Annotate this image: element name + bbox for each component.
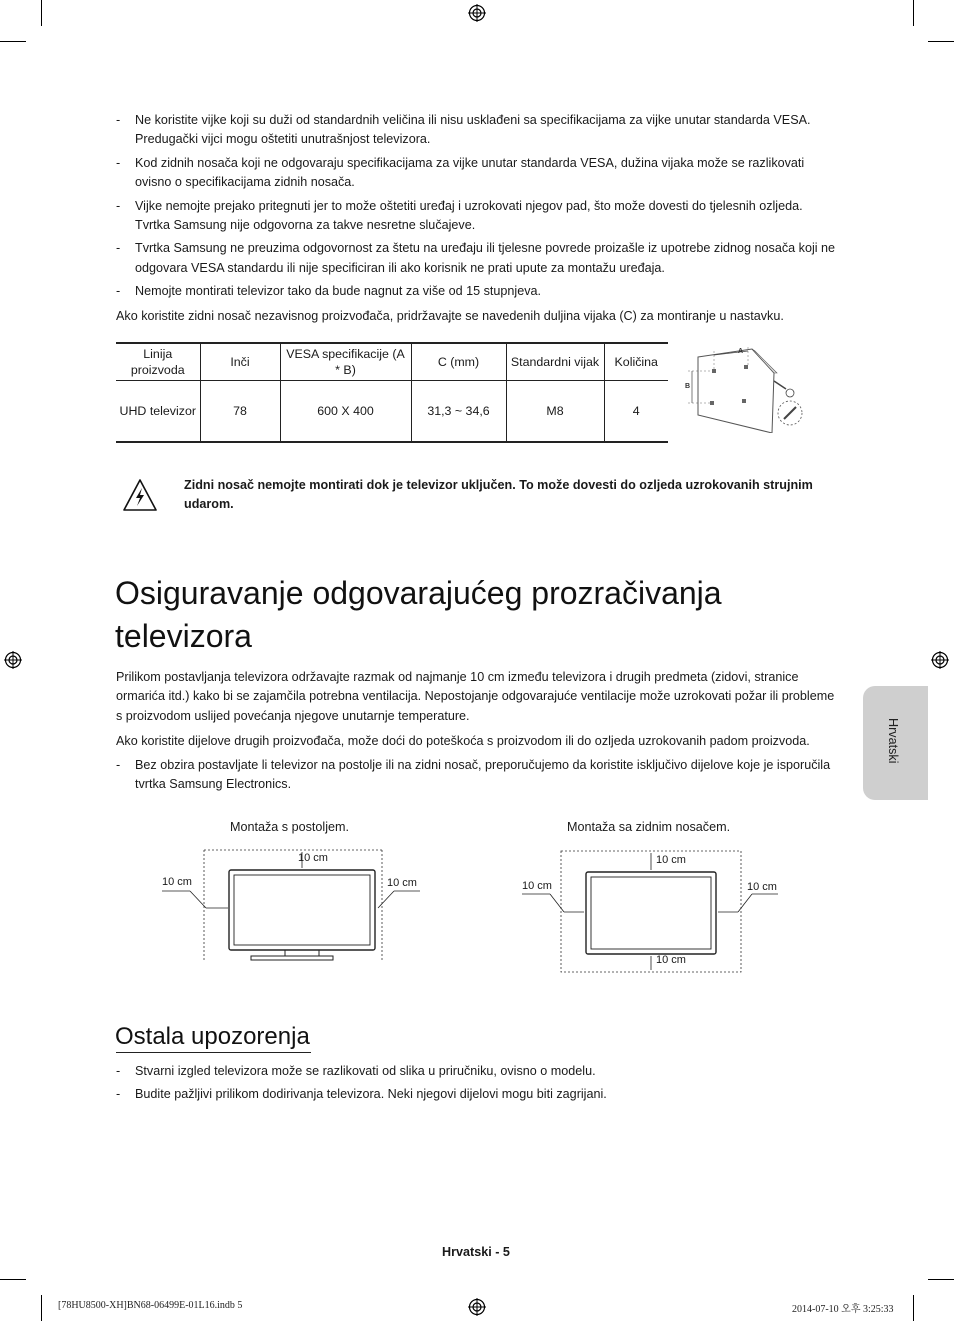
wall-clearance-diagram	[520, 848, 782, 976]
crop-mark	[0, 1279, 26, 1280]
crop-mark	[928, 41, 954, 42]
wall-top-clearance: 10 cm	[656, 854, 686, 866]
section-title-ventilation: Osiguravanje odgovarajućeg prozračivanja televizora	[115, 575, 722, 654]
list-item: - Vijke nemojte prejako pritegnuti jer to može oštetiti uređaj i uzrokovati njegov pad, što može dovesti do tjelesnih ozljeda. Tvrtka Samsung nije odgovorna za takve nesretne slučajeve.	[116, 198, 803, 233]
list-item: - Tvrtka Samsung ne preuzima odgovornost za štetu na uređaju ili tjelesne povrede proizašle iz upotrebe zidnog nosača koji ne odgovara VESA standardu ili nije specificiran ili ako korisnik ne prati upute za montažu uređaja.	[116, 241, 836, 275]
registration-mark-icon	[468, 4, 486, 22]
table-header-cell: Inči	[200, 343, 280, 380]
table-row	[116, 380, 668, 442]
screw-warnings-list	[116, 111, 836, 306]
vesa-mount-diagram	[682, 343, 810, 433]
wall-diagram-title: Montaža sa zidnim nosačem.	[567, 820, 731, 834]
print-slug-file: [78HU8500-XH]BN68-06499E-01L16.indb 5	[58, 1300, 243, 1311]
crop-mark	[41, 0, 42, 26]
ventilation-paragraph: Prilikom postavljanja televizora održavajte razmak od najmanje 10 cm između televizora i drugih predmeta (zidovi, stranice ormarića itd.) kako bi se zajamčila potrebna ventilacija. Nepostojanje odgovarajuće ventilacije može uzrokovati požar ili probleme s proizvodom uslijed povećanja njegove unutarnje temperature.	[116, 670, 835, 723]
section-title-other-warnings: Ostala upozorenja	[115, 1023, 310, 1050]
stand-right-clearance: 10 cm	[387, 877, 417, 889]
table-cell: 600 X 400	[280, 380, 411, 442]
page-number: Hrvatski - 5	[442, 1245, 510, 1259]
list-item: - Nemojte montirati televizor tako da bude nagnut za više od 15 stupnjeva.	[116, 284, 542, 299]
table-header-cell: Linija proizvoda	[116, 343, 200, 380]
table-header-cell: Standardni vijak	[506, 343, 604, 380]
table-header-cell: C (mm)	[411, 343, 506, 380]
table-cell: 4	[604, 380, 668, 442]
registration-mark-icon	[931, 651, 949, 669]
stand-left-clearance: 10 cm	[162, 876, 192, 888]
table-header-row	[116, 343, 668, 380]
wall-bottom-clearance: 10 cm	[656, 954, 686, 966]
wall-right-clearance: 10 cm	[747, 881, 777, 893]
crop-mark	[928, 1279, 954, 1280]
third-party-parts-paragraph: Ako koristite dijelove drugih proizvođača, može doći do poteškoća s proizvodom ili do ozljeda uzrokovanih padom proizvoda.	[116, 734, 810, 748]
table-cell: 31,3 ~ 34,6	[411, 380, 506, 442]
table-header-cell: VESA specifikacije (A * B)	[280, 343, 411, 380]
vesa-spec-table	[116, 342, 668, 443]
wall-left-clearance: 10 cm	[522, 880, 552, 892]
dimension-a-label: A	[738, 348, 744, 355]
crop-mark	[913, 0, 914, 26]
list-item: - Budite pažljivi prilikom dodirivanja televizora. Neki njegovi dijelovi mogu biti zagrijani.	[116, 1087, 607, 1102]
stand-clearance-diagram	[160, 846, 422, 962]
list-item: - Ne koristite vijke koji su duži od standardnih veličina ili nisu usklađeni sa specifikacijama za vijke unutar standarda VESA. Predugački vijci mogu oštetiti unutrašnjost televizora.	[116, 113, 811, 147]
registration-mark-icon	[468, 1298, 486, 1316]
electric-shock-warning-icon	[122, 478, 158, 512]
table-cell: 78	[200, 380, 280, 442]
crop-mark	[0, 41, 26, 42]
stand-top-clearance: 10 cm	[298, 852, 328, 864]
parts-note-list	[116, 756, 836, 799]
registration-mark-icon	[4, 651, 22, 669]
print-slug-date: 2014-07-10 오후 3:25:33	[792, 1304, 894, 1315]
warning-text: Zidni nosač nemojte montirati dok je televizor uključen. To može dovesti do ozljeda uzrokovanih strujnim udarom.	[184, 478, 813, 512]
table-cell: M8	[506, 380, 604, 442]
list-item: - Bez obzira postavljate li televizor na postolje ili na zidni nosač, preporučujemo da koristite isključivo dijelove koje je isporučila tvrtka Samsung Electronics.	[116, 758, 831, 792]
crop-mark	[913, 1295, 914, 1321]
list-item: - Stvarni izgled televizora može se razlikovati od slika u priručniku, ovisno o modelu.	[116, 1064, 596, 1078]
other-warnings-list	[116, 1062, 836, 1109]
side-tab-label: Hrvatski	[886, 718, 900, 764]
table-cell: UHD televizor	[116, 380, 200, 442]
table-header-cell: Količina	[604, 343, 668, 380]
dimension-b-label: B	[685, 383, 691, 390]
heading-underline	[116, 1052, 311, 1053]
stand-diagram-title: Montaža s postoljem.	[230, 820, 349, 834]
list-item: - Kod zidnih nosača koji ne odgovaraju specifikacijama za vijke unutar standarda VESA, dužina vijaka može se razlikovati ovisno o specifikacijama zidnih nosača.	[116, 155, 805, 190]
crop-mark	[41, 1295, 42, 1321]
intro-paragraph: Ako koristite zidni nosač nezavisnog proizvođača, pridržavajte se navedenih duljina vijaka (C) za montiranje u nastavku.	[116, 309, 784, 323]
